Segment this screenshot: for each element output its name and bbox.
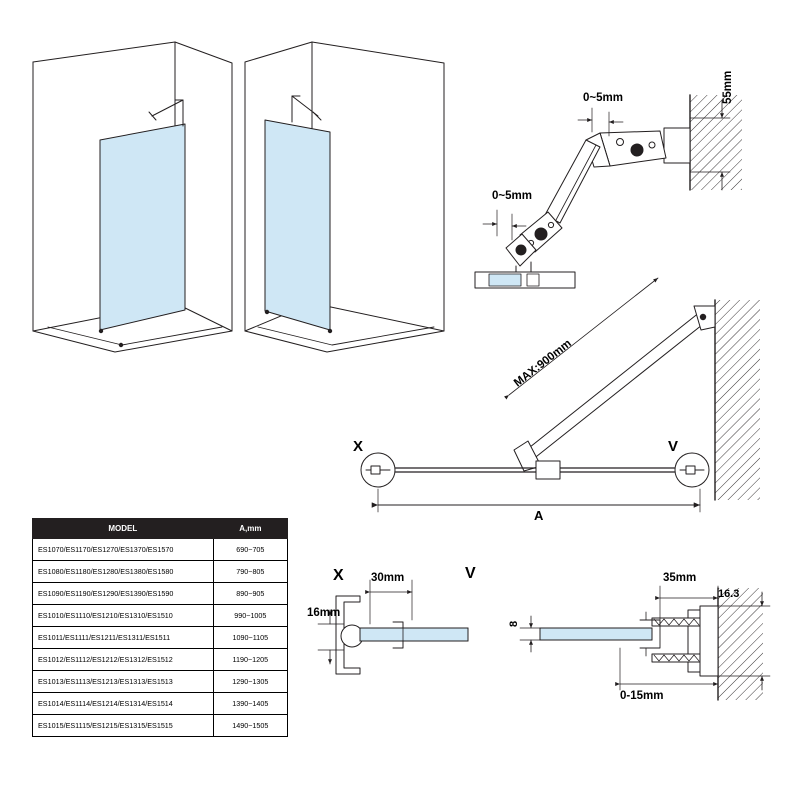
table-row — [33, 561, 288, 583]
cell-a-dimension: 1090~1105 — [213, 627, 287, 649]
table-row — [33, 649, 288, 671]
detail-v — [520, 586, 770, 700]
iso-view-right — [245, 42, 444, 352]
cell-model: ES1012/ES1112/ES1212/ES1312/ES1512 — [33, 649, 214, 671]
cell-a-dimension: 690~705 — [213, 539, 287, 561]
label-detail-v-adjust: 0-15mm — [620, 690, 664, 702]
model-spec-table — [32, 518, 288, 737]
label-dim-a: A — [534, 508, 544, 523]
label-marker-x-plan: X — [353, 438, 364, 455]
cell-model: ES1014/ES1114/ES1214/ES1314/ES1514 — [33, 693, 214, 715]
table-header-row — [33, 519, 288, 539]
cell-model: ES1070/ES1170/ES1270/ES1370/ES1570 — [33, 539, 214, 561]
label-bracket-gap-top: 0~5mm — [583, 92, 623, 104]
cell-model: ES1011/ES1111/ES1211/ES1311/ES1511 — [33, 627, 214, 649]
table-row — [33, 583, 288, 605]
table-header-a: A,mm — [213, 519, 287, 539]
label-detail-x-title: X — [333, 567, 344, 584]
cell-model: ES1010/ES1110/ES1210/ES1310/ES1510 — [33, 605, 214, 627]
cell-model: ES1015/ES1115/ES1215/ES1315/ES1515 — [33, 715, 214, 737]
cell-a-dimension: 1290~1305 — [213, 671, 287, 693]
label-detail-x-depth: 30mm — [371, 572, 405, 584]
iso-view-left — [33, 42, 232, 352]
cell-a-dimension: 1390~1405 — [213, 693, 287, 715]
label-max-length: MAX:900mm — [512, 337, 574, 390]
label-wall-plate-height: 55mm — [722, 70, 734, 104]
table-header-model: MODEL — [33, 519, 214, 539]
table-row — [33, 671, 288, 693]
cell-a-dimension: 890~905 — [213, 583, 287, 605]
cell-model: ES1090/ES1190/ES1290/ES1390/ES1590 — [33, 583, 214, 605]
cell-a-dimension: 1190~1205 — [213, 649, 287, 671]
cell-model: ES1013/ES1113/ES1213/ES1313/ES1513 — [33, 671, 214, 693]
label-marker-v-plan: V — [668, 438, 679, 455]
label-detail-x-profile: 16mm — [307, 607, 341, 619]
label-detail-v-title: V — [465, 565, 476, 582]
label-detail-v-thickness: 16.3 — [718, 588, 740, 600]
table-row — [33, 605, 288, 627]
table-row — [33, 715, 288, 737]
table-row — [33, 693, 288, 715]
label-detail-v-depth: 35mm — [663, 572, 697, 584]
plan-view — [361, 278, 760, 512]
table-row — [33, 627, 288, 649]
cell-a-dimension: 1490~1505 — [213, 715, 287, 737]
cell-a-dimension: 790~805 — [213, 561, 287, 583]
cell-model: ES1080/ES1180/ES1280/ES1380/ES1580 — [33, 561, 214, 583]
label-detail-v-glass: 8 — [508, 620, 520, 627]
cell-a-dimension: 990~1005 — [213, 605, 287, 627]
detail-x — [318, 580, 468, 674]
table-row — [33, 539, 288, 561]
label-bracket-gap-lower: 0~5mm — [492, 190, 532, 202]
